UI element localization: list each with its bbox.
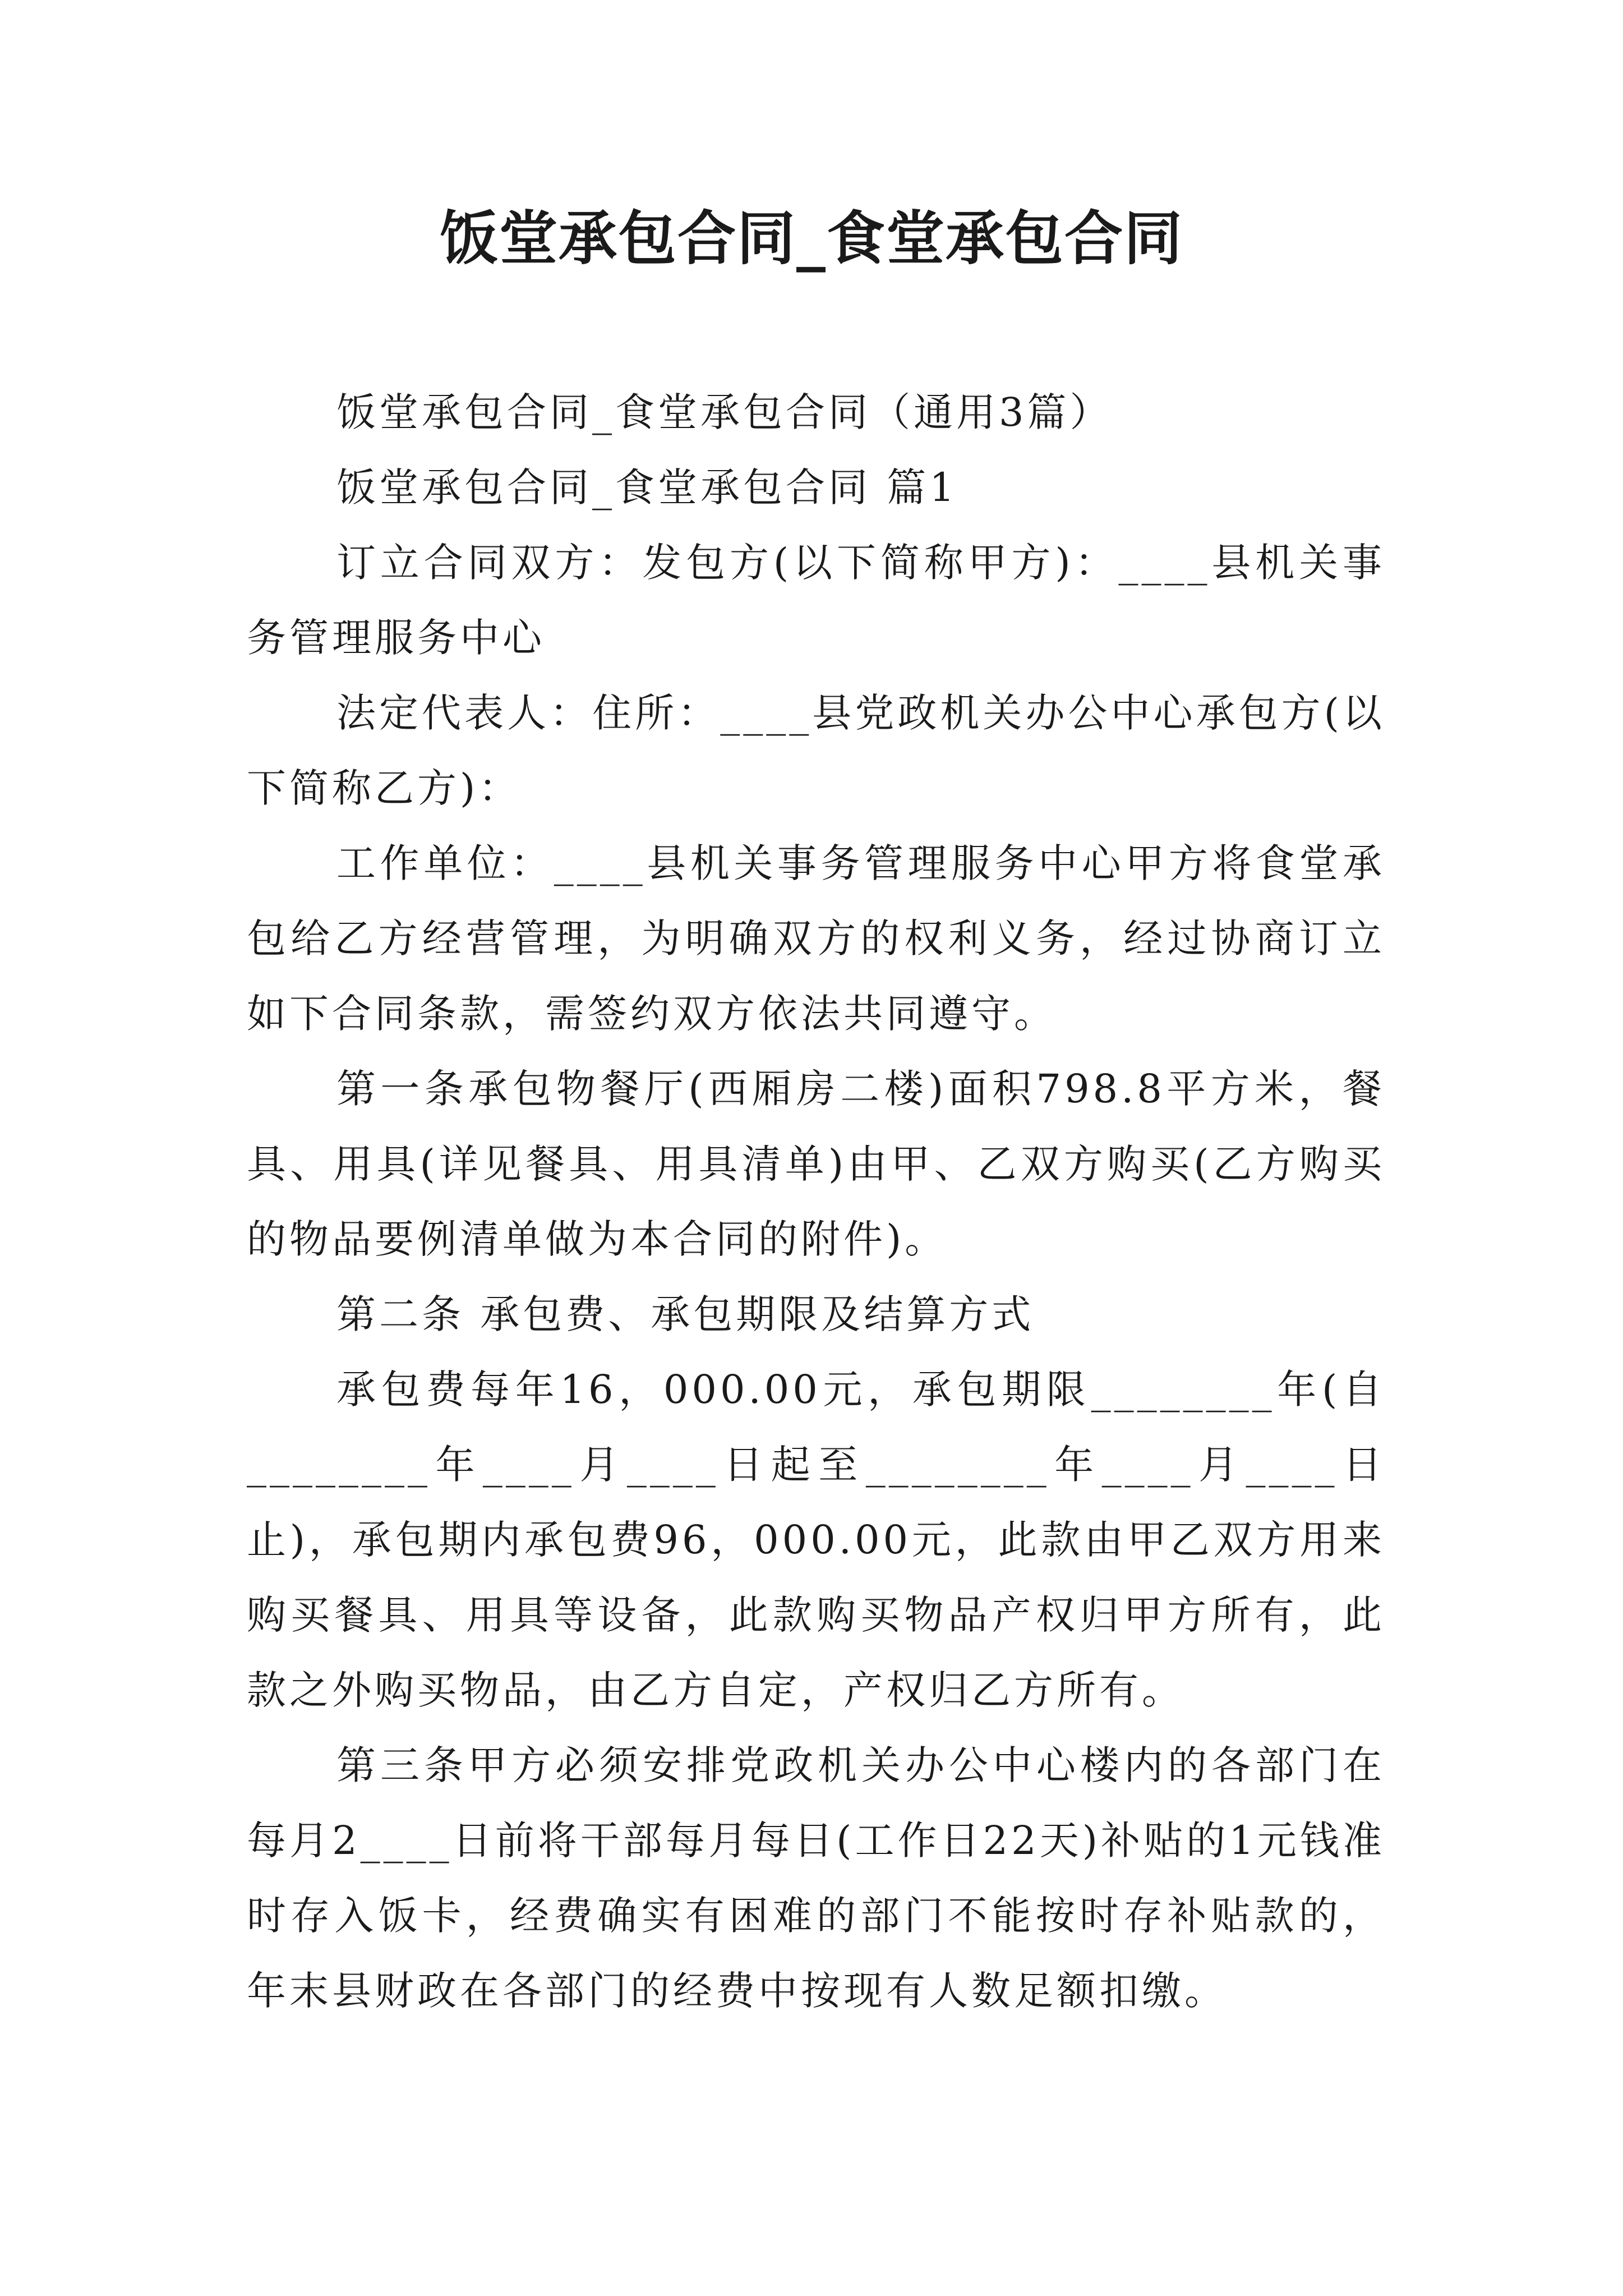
paragraph-section-heading: 饭堂承包合同_食堂承包合同 篇1 (336, 464, 958, 510)
paragraph-work-unit: 工作单位：____县机关事务管理服务中心甲方将食堂承包给乙方经营管理，为明确双方的权利义务，经过协商订立如下合同条款，需签约双方依法共同遵守。 (247, 840, 1385, 1037)
document-title: 饭堂承包合同_食堂承包合同 (439, 204, 1183, 273)
paragraph-legal-representative: 法定代表人：住所：____县党政机关办公中心承包方(以下简称乙方)： (247, 690, 1385, 811)
paragraph-contract-fee: 承包费每年16，000.00元，承包期限________年(自________年____月____日起至________年____月____日止)，承包期内承包费96，000.00元，此款由甲乙双方用来购买餐具、用具等设备，此款购买物品产权归甲方所有，此款之外购买物品，由乙方自定，产权归乙方所有。 (247, 1366, 1385, 1713)
paragraph-article-3: 第三条甲方必须安排党政机关办公中心楼内的各部门在每月2____日前将干部每月每日(工作日22天)补贴的1元钱准时存入饭卡，经费确实有困难的部门不能按时存补贴款的，年末县财政在各部门的经费中按现有人数足额扣缴。 (247, 1742, 1385, 2014)
paragraph-article-1: 第一条承包物餐厅(西厢房二楼)面积798.8平方米，餐具、用具(详见餐具、用具清单)由甲、乙双方购买(乙方购买的物品要例清单做为本合同的附件)。 (247, 1066, 1385, 1262)
paragraph-subtitle: 饭堂承包合同_食堂承包合同（通用3篇） (336, 389, 1113, 435)
paragraph-parties: 订立合同双方：发包方(以下简称甲方)：____县机关事务管理服务中心 (247, 540, 1385, 661)
document-body (247, 375, 1385, 2028)
paragraph-article-2-heading: 第二条 承包费、承包期限及结算方式 (336, 1291, 1035, 1337)
